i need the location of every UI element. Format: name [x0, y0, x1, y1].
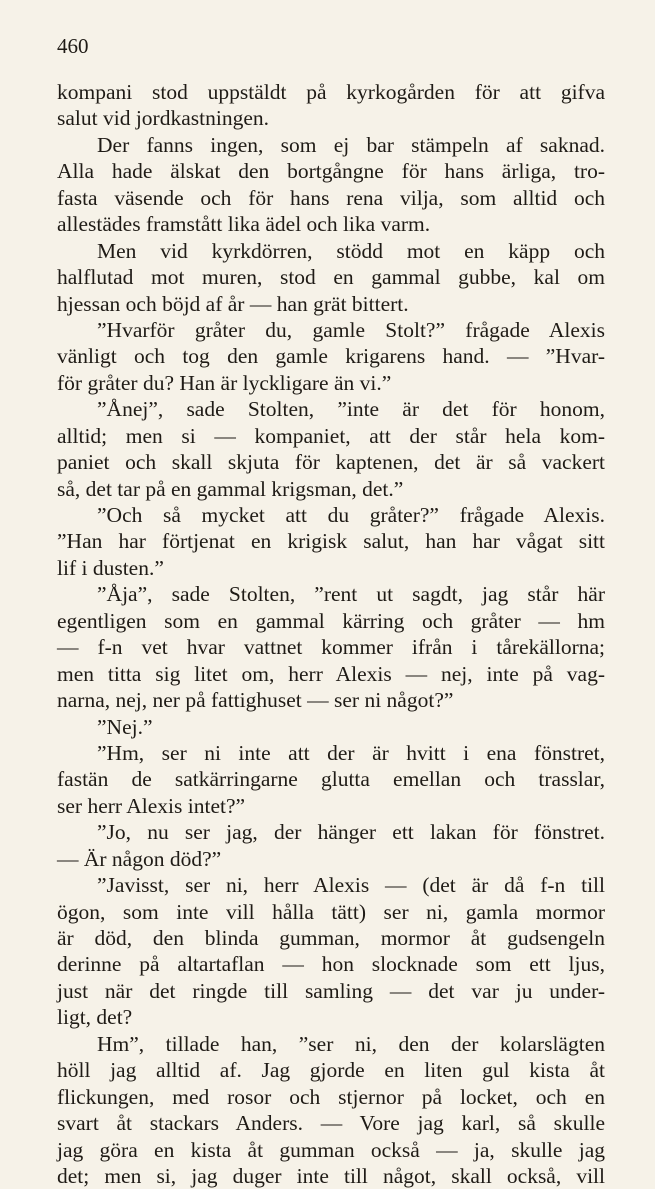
text-line: alltid; men si — kompaniet, att der står hela kom- [57, 423, 605, 448]
text-line: ”Åja”, sade Stolten, ”rent ut sagdt, jag står här [97, 582, 605, 607]
page-number: 460 [57, 34, 89, 58]
text-line: hjessan och böjd af år — han grät bittert. [57, 291, 409, 316]
text-line: ”Hvarför gråter du, gamle Stolt?” frågade Alexis [97, 317, 605, 342]
text-line: Der fanns ingen, som ej bar stämpeln af saknad. [97, 132, 605, 157]
text-line: Hm”, tillade han, ”ser ni, den der kolarslägten [97, 1031, 605, 1056]
text-line: ”Nej.” [97, 714, 153, 739]
text-line: derinne på altartaflan — hon slocknade som ett ljus, [57, 952, 605, 977]
text-line: fastän de satkärringarne glutta emellan och trasslar, [57, 767, 605, 792]
text-line: narna, nej, ner på fattighuset — ser ni något?” [57, 688, 454, 713]
text-line: Men vid kyrkdörren, stödd mot en käpp och [97, 238, 605, 263]
body-text [57, 79, 605, 1189]
text-line: ”Och så mycket att du gråter?” frågade Alexis. [97, 503, 605, 527]
text-line: ”Hm, ser ni inte att der är hvitt i ena fönstret, [97, 740, 605, 765]
text-line: — Är någon död?” [57, 846, 222, 871]
text-line: ligt, det? [57, 1005, 133, 1030]
text-line: allestädes framstått lika ädel och lika varm. [57, 212, 431, 237]
text-line: det; men si, jag duger inte till något, skall också, vill [57, 1163, 605, 1188]
text-line: ser herr Alexis intet?” [57, 793, 246, 818]
text-line: kompani stod uppstäldt på kyrkogården för att gifva [57, 80, 605, 104]
text-line: Alla hade älskat den bortgångne för hans ärliga, tro- [57, 159, 605, 184]
text-line: ”Ånej”, sade Stolten, ”inte är det för honom, [97, 397, 605, 422]
text-line: ”Han har förtjenat en krigisk salut, han har vågat sitt [57, 529, 605, 554]
text-line: fasta väsende och för hans rena vilja, som alltid och [57, 185, 605, 210]
text-line: paniet och skall skjuta för kaptenen, det är så vackert [57, 450, 605, 475]
text-line: så, det tar på en gammal krigsman, det.” [57, 476, 404, 501]
text-line: vänligt och tog den gamle krigarens hand. — ”Hvar- [57, 344, 605, 369]
text-line: just när det ringde till samling — det var ju under- [57, 978, 605, 1003]
text-line: är död, den blinda gumman, mormor åt gudsengeln [57, 926, 605, 950]
text-line: halflutad mot muren, stod en gammal gubbe, kal om [57, 265, 605, 290]
text-line: egentligen som en gammal kärring och gråter — hm [57, 608, 605, 633]
text-line: svart åt stackars Anders. — Vore jag karl, så skulle [57, 1111, 605, 1136]
text-line: men titta sig litet om, herr Alexis — nej, inte på vag- [57, 661, 605, 686]
text-line: ”Javisst, ser ni, herr Alexis — (det är då f-n till [97, 873, 605, 898]
text-line: ögon, som inte vill hålla tätt) ser ni, gamla mormor [57, 899, 605, 924]
text-line: — f-n vet hvar vattnet kommer ifrån i tårekällorna; [57, 635, 605, 660]
text-line: ”Jo, nu ser jag, der hänger ett lakan för fönstret. [97, 820, 605, 845]
text-line: för gråter du? Han är lyckligare än vi.” [57, 370, 392, 395]
text-line: jag göra en kista åt gumman också — ja, skulle jag [57, 1137, 605, 1162]
text-line: salut vid jordkastningen. [57, 106, 269, 131]
text-line: flickungen, med rosor och stjernor på locket, och en [57, 1084, 605, 1109]
text-line: höll jag alltid af. Jag gjorde en liten gul kista åt [57, 1058, 605, 1083]
text-line: lif i dusten.” [57, 555, 164, 580]
